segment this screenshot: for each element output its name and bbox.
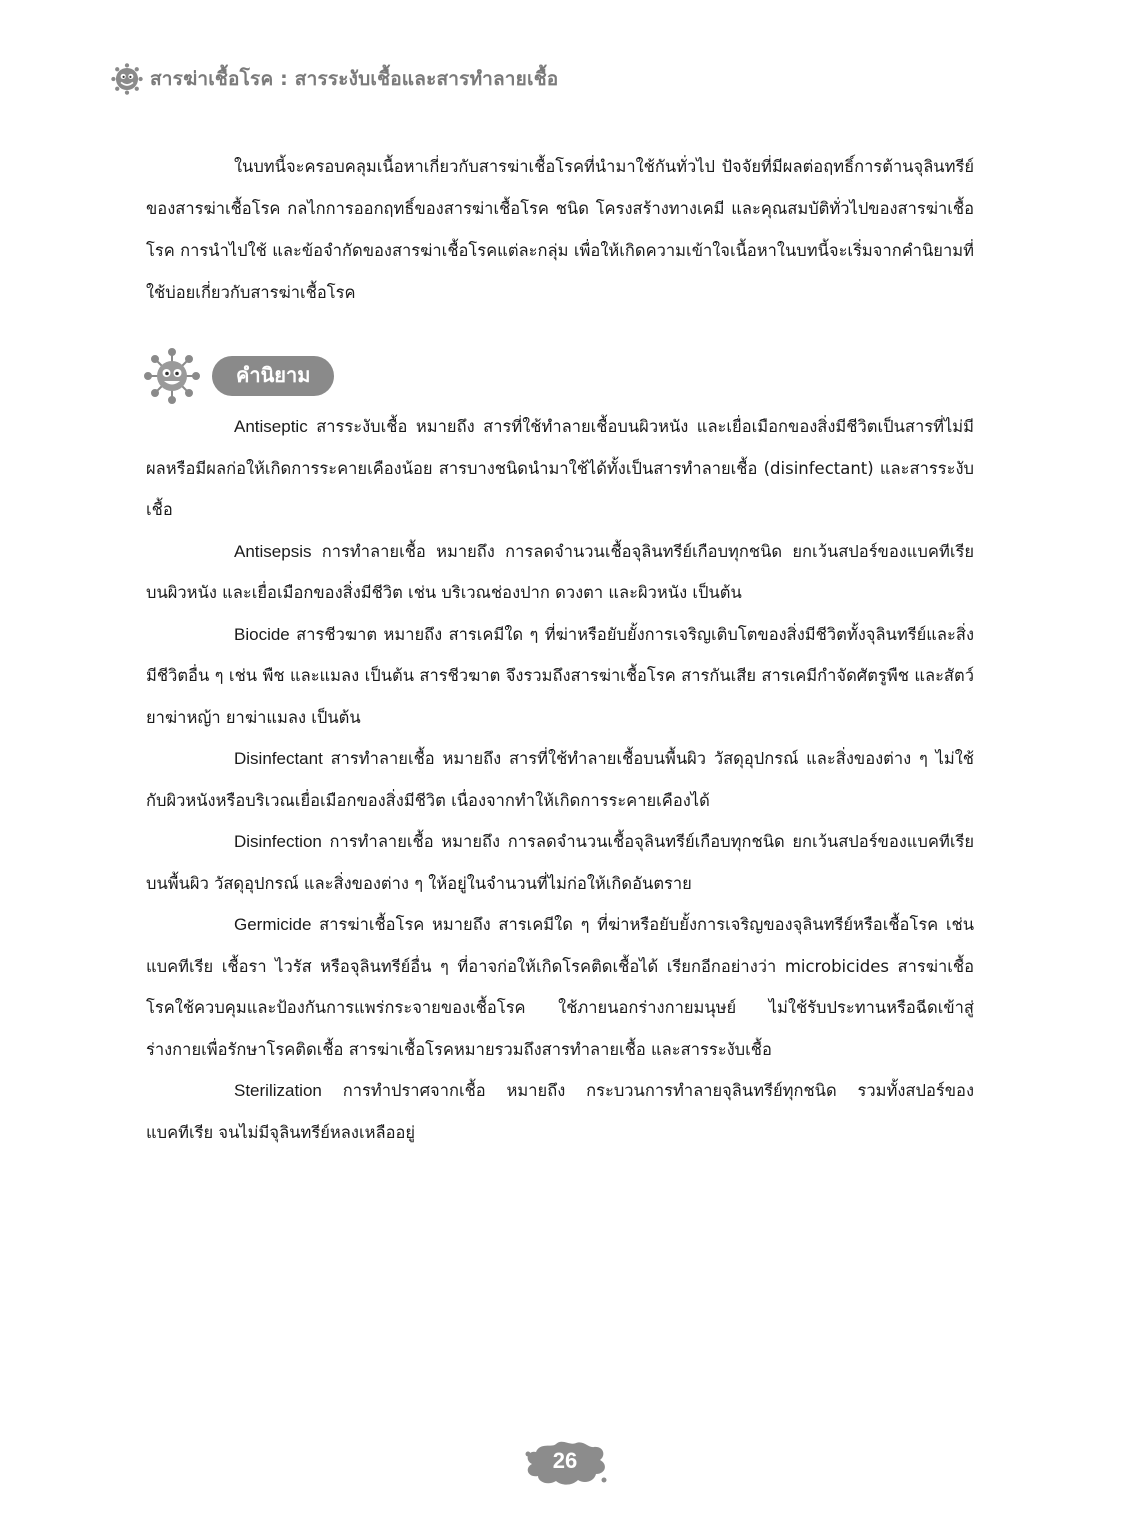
germ-mascot-icon [144,348,200,404]
definition-term: Biocide [234,624,290,644]
definition-term: Sterilization [234,1081,322,1100]
definition-term: Germicide [234,915,312,934]
definition-term: Disinfection [234,832,322,851]
definition-item [146,821,974,904]
running-header [110,62,558,96]
definitions-list [146,406,974,1153]
definition-term: Disinfectant [234,749,323,768]
definition-item [146,904,974,1070]
definition-item [146,614,974,739]
definition-text: สารทำลายเชื้อ หมายถึง สารที่ใช้ทำลายเชื้อบนพื้นผิว วัสดุอุปกรณ์ และสิ่งของต่าง ๆ ไม่ใช้กับผิวหนังหรือบริเวณเยื่อเมือกของสิ่งมีชีวิต เนื่องจากทำให้เกิดการระคายเคืองได้ [146,749,974,810]
definition-text: การทำปราศจากเชื้อ หมายถึง กระบวนการทำลายจุลินทรีย์ทุกชนิด รวมทั้งสปอร์ของแบคทีเรีย จนไม่มีจุลินทรีย์หลงเหลืออยู่ [146,1081,974,1142]
definition-text: สารระงับเชื้อ หมายถึง สารที่ใช้ทำลายเชื้อบนผิวหนัง และเยื่อเมือกของสิ่งมีชีวิตเป็นสารที่ไม่มีผลหรือมีผลก่อให้เกิดการระคายเคืองน้อย สารบางชนิดนำมาใช้ได้ทั้งเป็นสารทำลายเชื้อ (disinfectant) และสารระงับเชื้อ [146,417,974,519]
definition-term: Antiseptic [234,417,308,436]
section-heading [144,348,334,404]
section-title: คำนิยาม [212,356,334,396]
definition-text: การทำลายเชื้อ หมายถึง การลดจำนวนเชื้อจุลินทรีย์เกือบทุกชนิด ยกเว้นสปอร์ของแบคทีเรียบนผิวหนัง และเยื่อเมือกของสิ่งมีชีวิต เช่น บริเวณช่องปาก ดวงตา และผิวหนัง เป็นต้น [146,541,974,602]
definition-item [146,1070,974,1153]
definition-item [146,406,974,531]
definition-text: การทำลายเชื้อ หมายถึง การลดจำนวนเชื้อจุลินทรีย์เกือบทุกชนิด ยกเว้นสปอร์ของแบคทีเรียบนพื้นผิว วัสดุอุปกรณ์ และสิ่งของต่าง ๆ ให้อยู่ในจำนวนที่ไม่ก่อให้เกิดอันตราย [146,832,974,893]
definition-item [146,738,974,821]
page-number: 26 [552,1448,578,1473]
definition-item [146,531,974,614]
page-number-badge [522,1438,608,1488]
intro-paragraph: ในบทนี้จะครอบคลุมเนื้อหาเกี่ยวกับสารฆ่าเชื้อโรคที่นำมาใช้กันทั่วไป ปัจจัยที่มีผลต่อฤทธิ์การต้านจุลินทรีย์ของสารฆ่าเชื้อโรค กลไกการออกฤทธิ์ของสารฆ่าเชื้อโรค ชนิด โครงสร้างทางเคมี และคุณสมบัติทั่วไปของสารฆ่าเชื้อโรค การนำไปใช้ และข้อจำกัดของสารฆ่าเชื้อโรคแต่ละกลุ่ม เพื่อให้เกิดความเข้าใจเนื้อหาในบทนี้จะเริ่มจากคำนิยามที่ใช้บ่อยเกี่ยวกับสารฆ่าเชื้อโรค [146,157,974,302]
definition-term: Antisepsis [234,541,312,561]
definition-text: สารชีวฆาต หมายถึง สารเคมีใด ๆ ที่ฆ่าหรือยับยั้งการเจริญเติบโตของสิ่งมีชีวิตทั้งจุลินทรีย์และสิ่งมีชีวิตอื่น ๆ เช่น พืช และแมลง เป็นต้น สารชีวฆาต จึงรวมถึงสารฆ่าเชื้อโรค สารกันเสีย สารเคมีกำจัดศัตรูพืช และสัตว์ ยาฆ่าหญ้า ยาฆ่าแมลง เป็นต้น [146,624,974,727]
definition-text: สารฆ่าเชื้อโรค หมายถึง สารเคมีใด ๆ ที่ฆ่าหรือยับยั้งการเจริญของจุลินทรีย์หรือเชื้อโรค เช่น แบคทีเรีย เชื้อรา ไวรัส หรือจุลินทรีย์อื่น ๆ ที่อาจก่อให้เกิดโรคติดเชื้อได้ เรียกอีกอย่างว่า microbicides สารฆ่าเชื้อโรคใช้ควบคุมและป้องกันการแพร่กระจายของเชื้อโรค ใช้ภายนอกร่างกายมนุษย์ ไม่ใช้รับประทานหรือฉีดเข้าสู่ร่างกายเพื่อรักษาโรคติดเชื้อ สารฆ่าเชื้อโรคหมายรวมถึงสารทำลายเชื้อ และสารระงับเชื้อ [146,915,974,1059]
running-header-title: สารฆ่าเชื้อโรค : สารระงับเชื้อและสารทำลายเชื้อ [150,68,559,90]
germ-mascot-icon [110,62,144,96]
